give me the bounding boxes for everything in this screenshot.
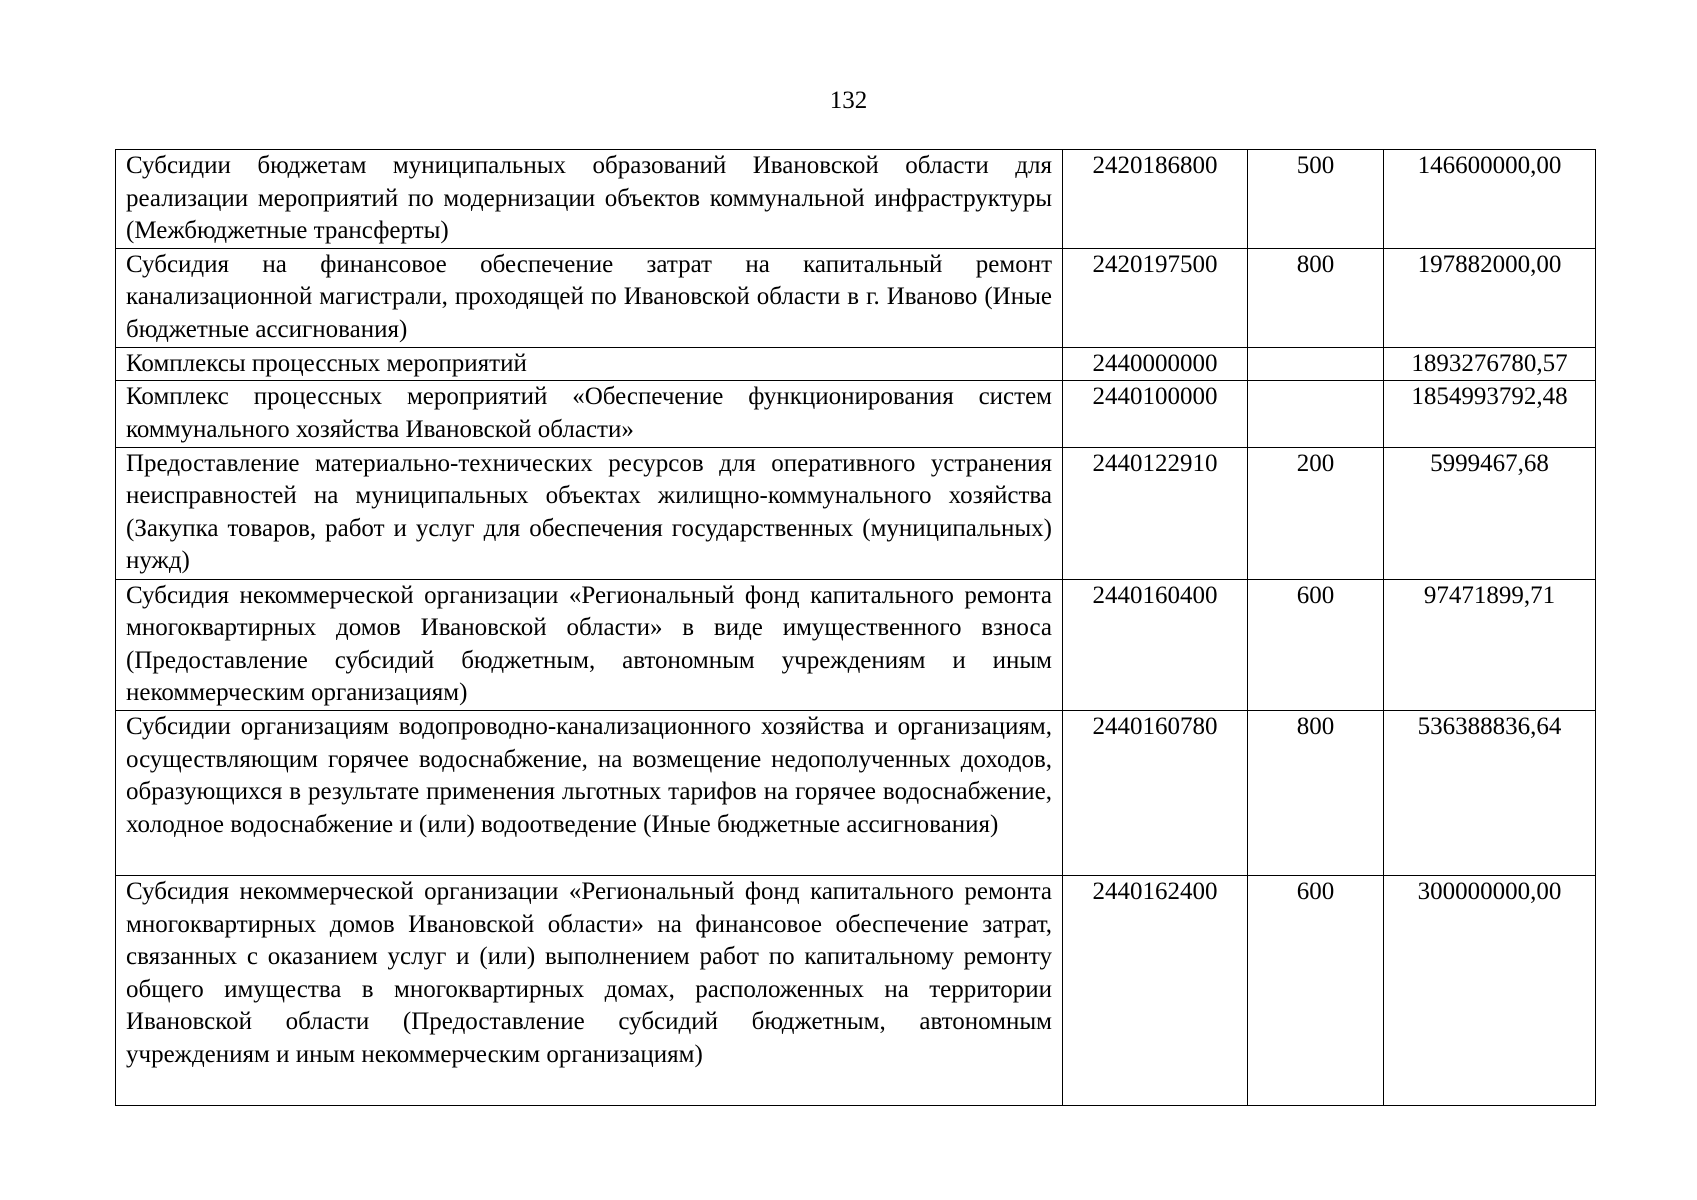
- target-article-code: 2440160400: [1063, 579, 1248, 710]
- expense-type-code: 200: [1248, 447, 1384, 579]
- amount: 1893276780,57: [1384, 347, 1596, 381]
- amount: 197882000,00: [1384, 248, 1596, 347]
- expense-name: Комплекс процессных мероприятий «Обеспечение функционирования систем коммунального хозяйства Ивановской области»: [116, 381, 1063, 447]
- target-article-code: 2440122910: [1063, 447, 1248, 579]
- target-article-code: 2440100000: [1063, 381, 1248, 447]
- amount: 1854993792,48: [1384, 381, 1596, 447]
- table-row: [116, 248, 1596, 347]
- expense-name: Субсидии бюджетам муниципальных образований Ивановской области для реализации мероприятий по модернизации объектов коммунальной инфраструктуры (Межбюджетные трансферты): [116, 150, 1063, 249]
- expense-type-code: 800: [1248, 710, 1384, 875]
- expense-name: Субсидия некоммерческой организации «Региональный фонд капитального ремонта многоквартирных домов Ивановской области» в виде имущественного взноса (Предоставление субсидий бюджетным, автономным учреждениям и иным некоммерческим организациям): [116, 579, 1063, 710]
- expense-type-code: [1248, 347, 1384, 381]
- table-row: [116, 447, 1596, 579]
- expense-name: Субсидия некоммерческой организации «Региональный фонд капитального ремонта многоквартирных домов Ивановской области» на финансовое обеспечение затрат, связанных с оказанием услуг и (или) выполнением работ по капитальному ремонту общего имущества в многоквартирных домах, расположенных на территории Ивановской области (Предоставление субсидий бюджетным, автономным учреждениям и иным некоммерческим организациям): [116, 875, 1063, 1105]
- page-number: 132: [829, 87, 868, 114]
- table-row: [116, 710, 1596, 875]
- expense-type-code: 600: [1248, 579, 1384, 710]
- expense-name: Субсидии организациям водопроводно-канализационного хозяйства и организациям, осуществляющим горячее водоснабжение, на возмещение недополученных доходов, образующихся в результате применения льготных тарифов на горячее водоснабжение, холодное водоснабжение и (или) водоотведение (Иные бюджетные ассигнования): [116, 710, 1063, 875]
- expense-name: Комплексы процессных мероприятий: [116, 347, 1063, 381]
- expense-type-code: 800: [1248, 248, 1384, 347]
- budget-table: [115, 149, 1596, 1106]
- table-row: [116, 875, 1596, 1105]
- table-row: [116, 347, 1596, 381]
- expense-name: Предоставление материально-технических ресурсов для оперативного устранения неисправностей на муниципальных объектах жилищно-коммунального хозяйства (Закупка товаров, работ и услуг для обеспечения государственных (муниципальных) нужд): [116, 447, 1063, 579]
- table-row: [116, 381, 1596, 447]
- amount: 146600000,00: [1384, 150, 1596, 249]
- table-row: [116, 150, 1596, 249]
- amount: 5999467,68: [1384, 447, 1596, 579]
- target-article-code: 2440162400: [1063, 875, 1248, 1105]
- amount: 97471899,71: [1384, 579, 1596, 710]
- amount: 300000000,00: [1384, 875, 1596, 1105]
- amount: 536388836,64: [1384, 710, 1596, 875]
- target-article-code: 2440160780: [1063, 710, 1248, 875]
- expense-type-code: 500: [1248, 150, 1384, 249]
- target-article-code: 2420186800: [1063, 150, 1248, 249]
- expense-type-code: [1248, 381, 1384, 447]
- expense-name: Субсидия на финансовое обеспечение затрат на капитальный ремонт канализационной магистрали, проходящей по Ивановской области в г. Иваново (Иные бюджетные ассигнования): [116, 248, 1063, 347]
- expense-type-code: 600: [1248, 875, 1384, 1105]
- target-article-code: 2420197500: [1063, 248, 1248, 347]
- table-row: [116, 579, 1596, 710]
- target-article-code: 2440000000: [1063, 347, 1248, 381]
